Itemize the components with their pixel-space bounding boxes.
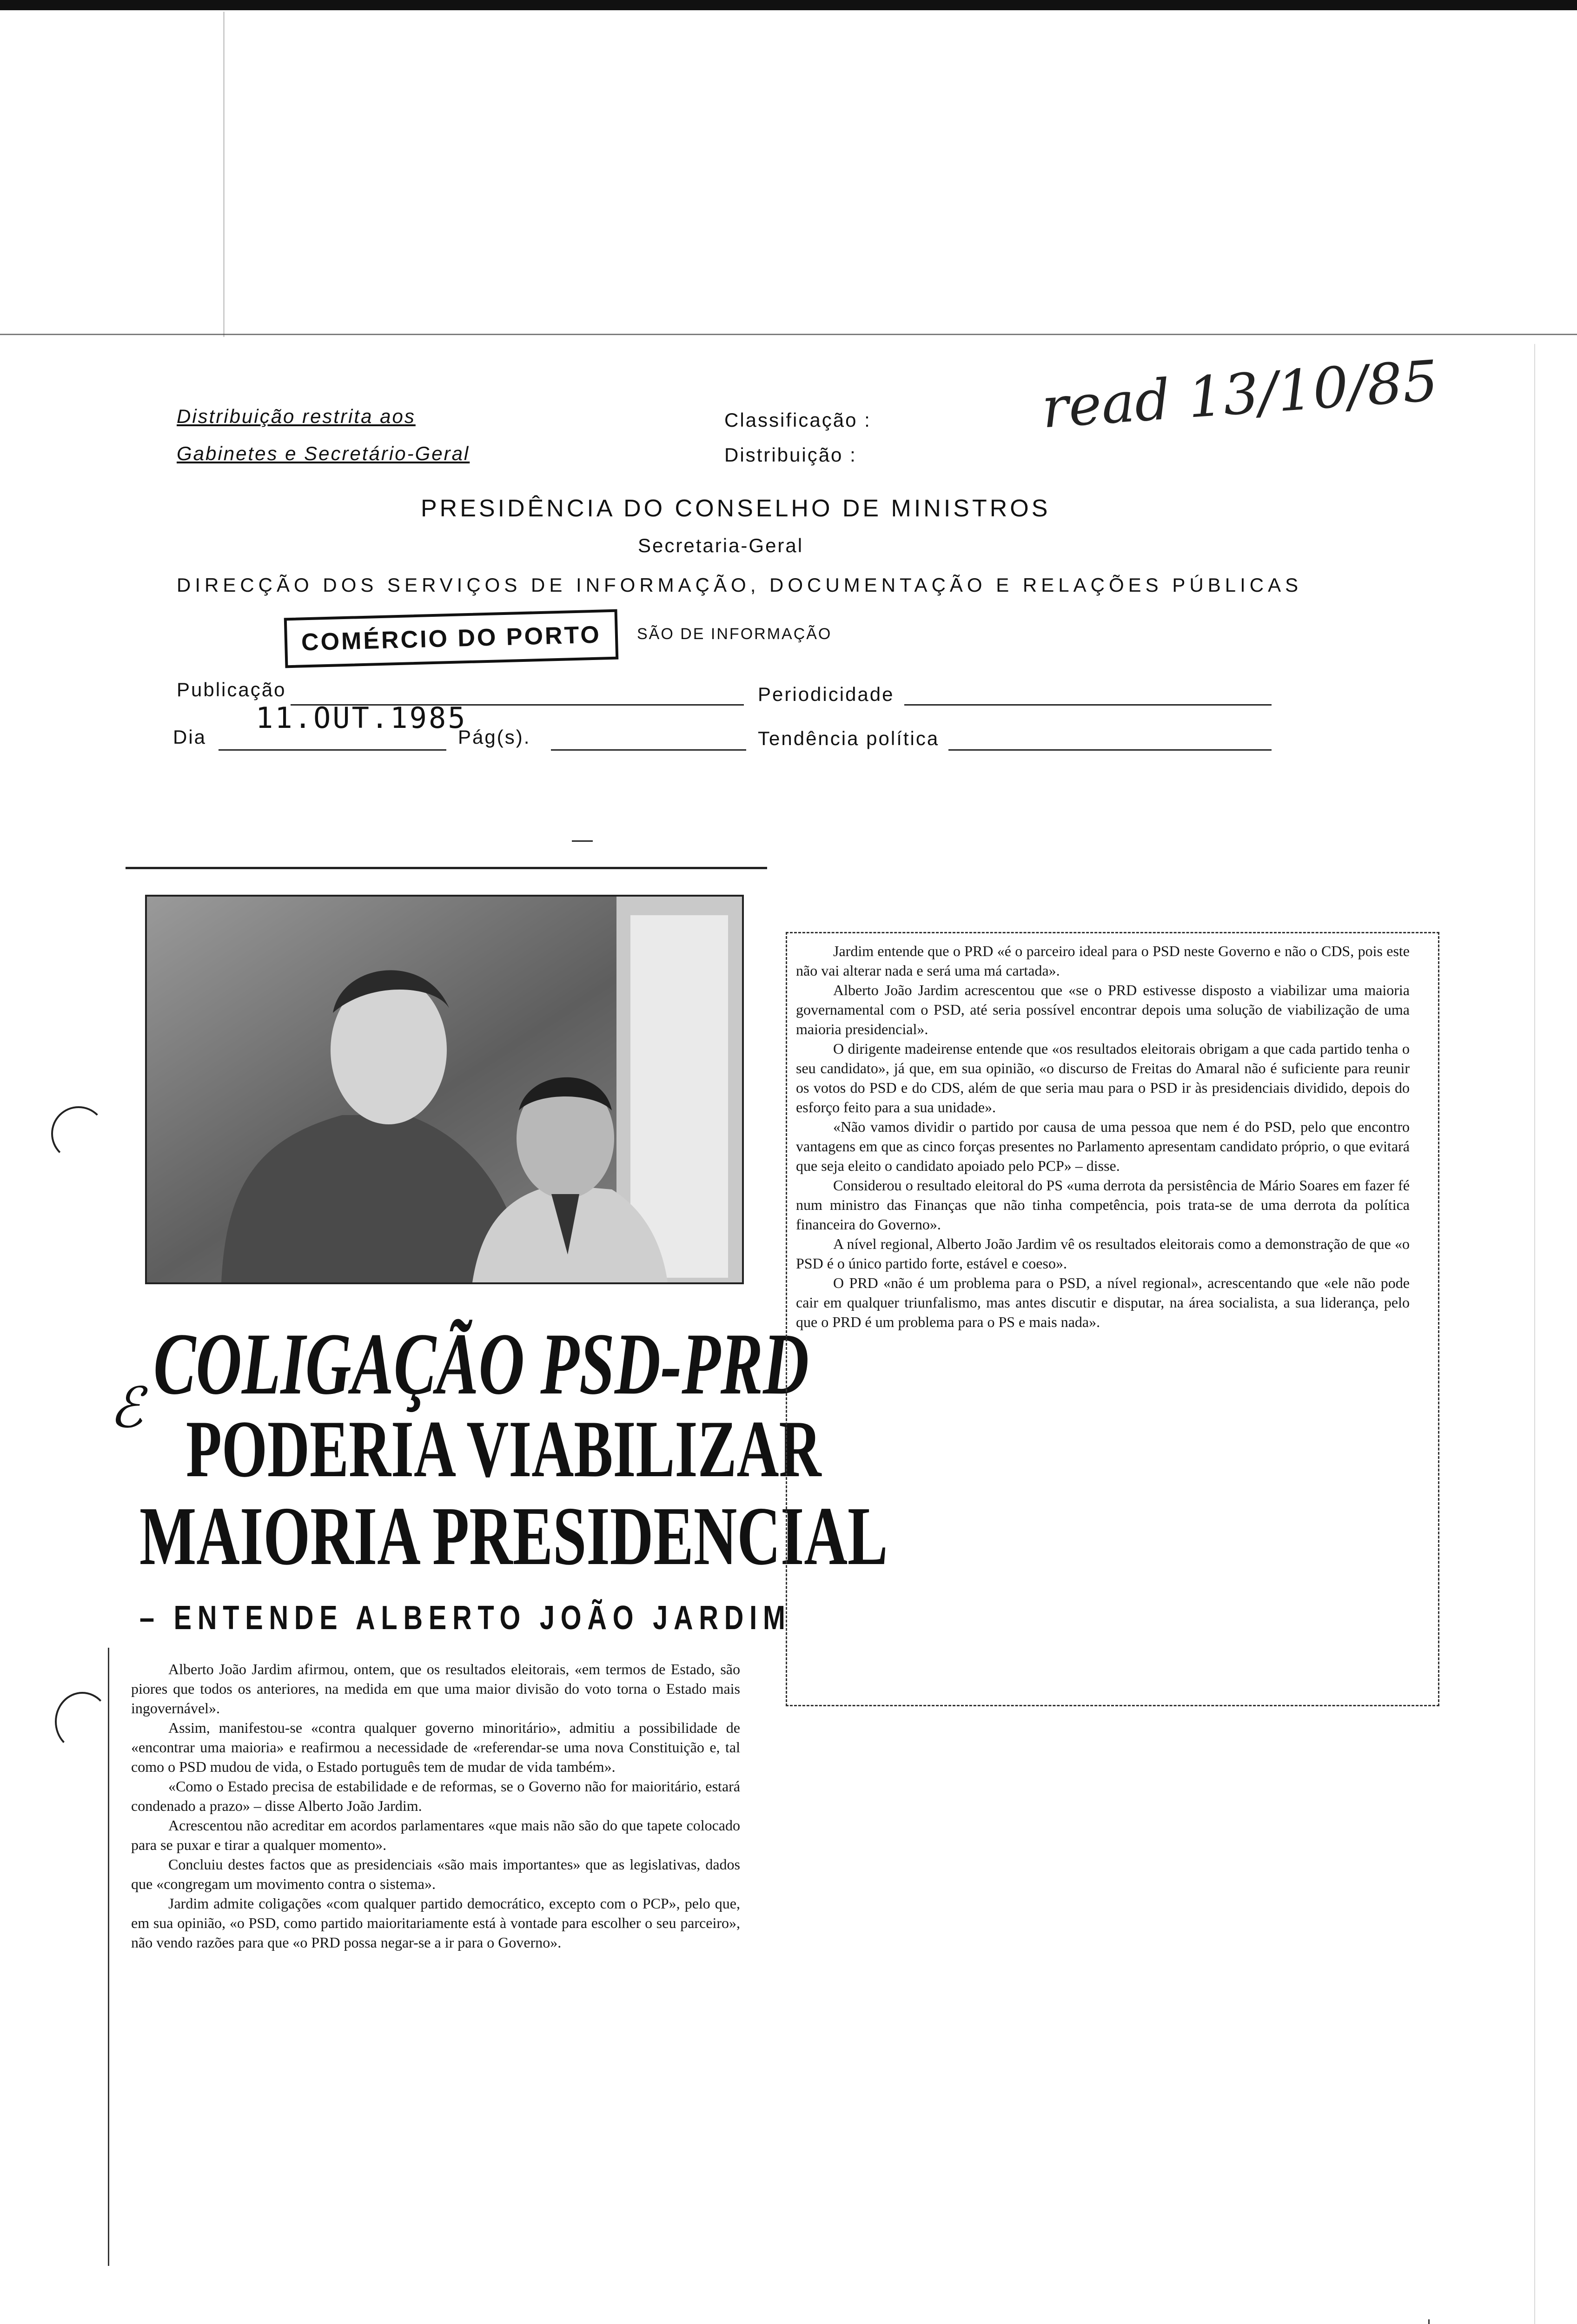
day-label: Dia <box>173 726 207 748</box>
paragraph: Jardim entende que o PRD «é o parceiro ideal para o PSD neste Governo e não o CDS, pois este não vai alterar nada e será uma má cartada». <box>796 943 1410 979</box>
punch-hole-mark <box>51 1106 106 1161</box>
distribution-line-1: Distribuição restrita aos <box>177 405 416 427</box>
office-title: PRESIDÊNCIA DO CONSELHO DE MINISTROS <box>421 495 1051 522</box>
classification-label: Classificação : <box>724 409 871 431</box>
scan-top-edge <box>0 0 1577 10</box>
day-blank <box>219 749 446 751</box>
paragraph: O dirigente madeirense entende que «os resultados eleitorais obrigam a que cada partido tenha o seu candidato», já que, em sua opinião, «o discurso de Freitas do Amaral não é suficiente para reunir os votos do PSD e do CDS, além de que seria mau para o PSD ir às presidenciais dividido, depois do esforço feito para a sua unidade». <box>796 1040 1410 1116</box>
tendency-label: Tendência política <box>758 727 940 749</box>
distribution-label: Distribuição : <box>724 444 857 466</box>
headline-line-1: COLIGAÇÃO PSD-PRD <box>153 1315 809 1413</box>
paragraph: O PRD «não é um problema para o PSD, a nível regional», acrescentando que «ele não pode cair em qualquer triunfalismo, mas antes discutir e disputar, na área socialista, a sua liderança, pelo que o PRD é um problema para o PS e mais nada». <box>796 1274 1410 1330</box>
paragraph: Alberto João Jardim acrescentou que «se o PRD estivesse disposto a viabilizar uma maioria governamental com o PSD, até seria possível encontrar depois uma solução de viabilização de uma maioria presidencial». <box>796 982 1410 1037</box>
paragraph: Concluiu destes factos que as presidenciais «são mais importantes» que as legislativas, dados que «congregam um movimento contra o sistema». <box>131 1856 740 1892</box>
right-edge-noise <box>1534 344 1535 2324</box>
headline-line-3: MAIORIA PRESIDENCIAL <box>139 1490 888 1582</box>
left-column-rule <box>108 1648 109 2266</box>
article-photo <box>145 895 744 1284</box>
page-fold-line <box>0 334 1577 335</box>
distribution-line-2: Gabinetes e Secretário-Geral <box>177 442 470 464</box>
article-left-column <box>131 1659 740 1952</box>
tendency-blank <box>948 749 1272 751</box>
margin-tick <box>1428 2319 1430 2324</box>
dash-mark <box>572 840 593 842</box>
publication-stamp: COMÉRCIO DO PORTO <box>284 609 618 668</box>
margin-handwriting-mark: ℰ <box>109 1376 143 1440</box>
paragraph: Acrescentou não acreditar em acordos parlamentares «que mais não são do que tapete colocado para se puxar e tirar a qualquer momento». <box>131 1817 740 1853</box>
division-label: SÃO DE INFORMAÇÃO <box>637 625 832 643</box>
paragraph: Jardim admite coligações «com qualquer partido democrático, excepto com o PCP», pelo que, em sua opinião, «o PSD, como partido maioritariamente está à vontade para escolher o seu parceiro», não vendo razões para que «o PRD possa negar-se a ir para o Governo». <box>131 1895 740 1951</box>
photo-two-men <box>147 897 742 1282</box>
paragraph: A nível regional, Alberto João Jardim vê os resultados eleitorais como a demonstração de que «o PSD é o único partido forte, estável e coeso». <box>796 1235 1410 1272</box>
periodicity-blank <box>904 704 1272 706</box>
day-value: 11.OUT.1985 <box>256 701 467 735</box>
paragraph: Assim, manifestou-se «contra qualquer governo minoritário», admitiu a possibilidade de «encontrar uma maioria» e reafirmou a necessidade de «referendar-se uma nova Constituição e, tal como o PSD mudou de vida, o Estado português tem de mudar de vida também». <box>131 1719 740 1775</box>
paragraph: «Como o Estado precisa de estabilidade e de reformas, se o Governo não for maioritário, estará condenado a prazo» – disse Alberto João Jardim. <box>131 1778 740 1814</box>
headline-line-2: PODERIA VIABILIZAR <box>186 1404 822 1494</box>
punch-hole-mark <box>55 1692 110 1751</box>
section-divider <box>126 867 767 869</box>
paragraph: Considerou o resultado eleitoral do PS «uma derrota da persistência de Mário Soares em fazer fé num ministro das Finanças que não tinha competência, pois trata-se de uma derrota da política financeira do Governo». <box>796 1177 1410 1233</box>
subhead: – ENTENDE ALBERTO JOÃO JARDIM <box>139 1599 791 1637</box>
direction-line: DIRECÇÃO DOS SERVIÇOS DE INFORMAÇÃO, DOCUMENTAÇÃO E RELAÇÕES PÚBLICAS <box>177 574 1303 596</box>
pages-label: Pág(s). <box>458 726 531 748</box>
office-subtitle: Secretaria-Geral <box>638 535 804 556</box>
article-right-column <box>796 941 1410 1332</box>
scan-mark <box>223 12 225 337</box>
periodicity-label: Periodicidade <box>758 683 895 705</box>
pages-blank <box>551 749 746 751</box>
handwritten-note: read 13/10/85 <box>1040 349 1440 441</box>
publication-label: Publicação <box>177 679 286 700</box>
paragraph: «Não vamos dividir o partido por causa de uma pessoa que nem é do PSD, pelo que encontro vantagens em que as cinco forças presentes no Parlamento apresentam candidato próprio, o que evitará que seja eleito o candidato apoiado pelo PCP» – disse. <box>796 1118 1410 1174</box>
paragraph: Alberto João Jardim afirmou, ontem, que os resultados eleitorais, «em termos de Estado, são piores que todos os anteriores, na medida em que uma maior divisão do voto torna o Estado mais ingovernável». <box>131 1661 740 1717</box>
